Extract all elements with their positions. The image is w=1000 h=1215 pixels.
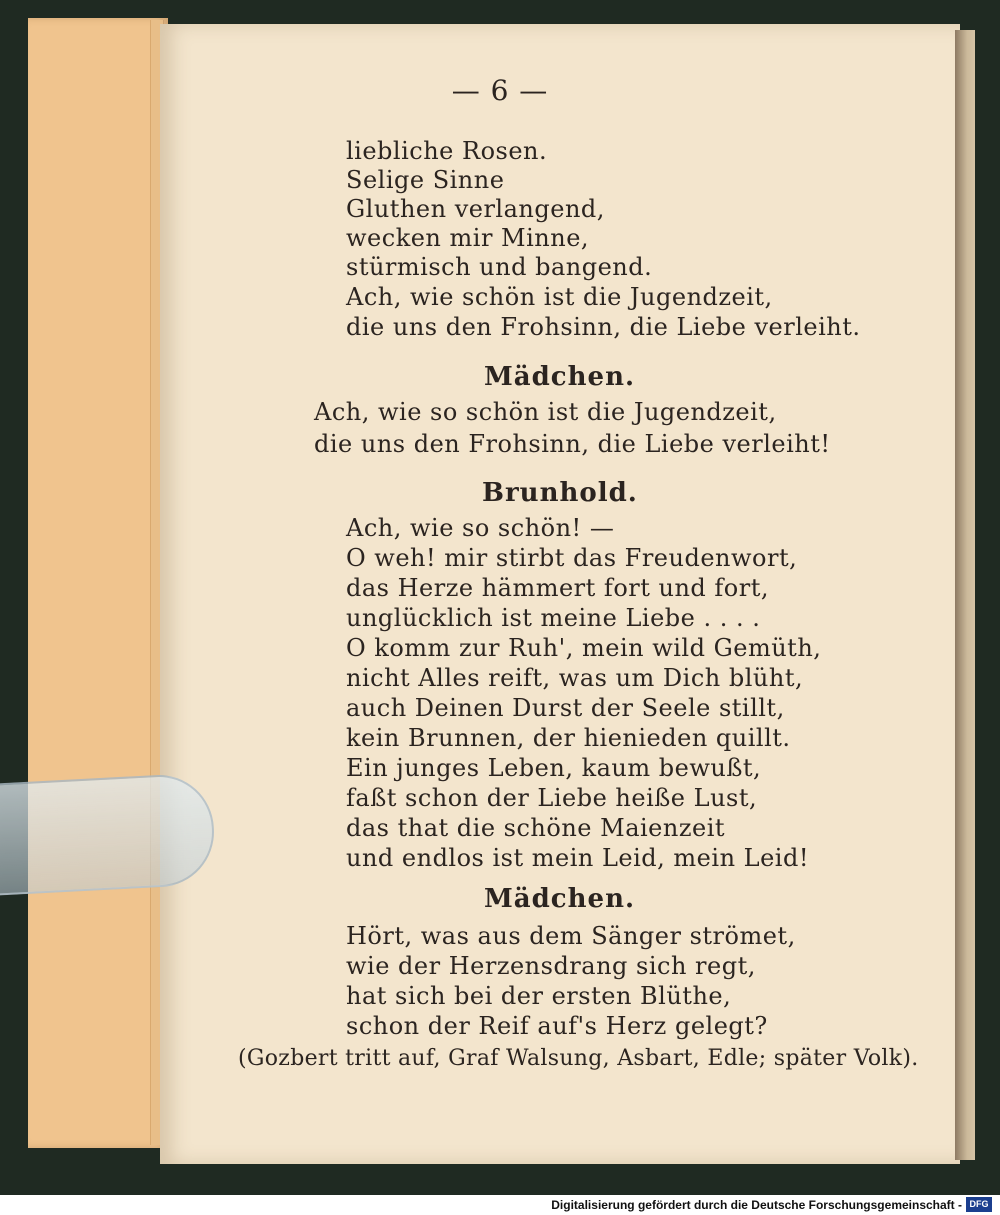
verse-line: Hört, was aus dem Sänger strömet,	[346, 922, 796, 950]
book-cover	[28, 18, 168, 1148]
dfg-logo: DFG	[966, 1197, 992, 1212]
verse-line: hat sich bei der ersten Blüthe,	[346, 982, 732, 1010]
verse-line: kein Brunnen, der hienieden quillt.	[346, 724, 791, 752]
speaker-name: Brunhold.	[482, 478, 638, 508]
verse-line: und endlos ist mein Leid, mein Leid!	[346, 844, 809, 872]
verse-line: O weh! mir stirbt das Freudenwort,	[346, 544, 798, 572]
verse-line: Ein junges Leben, kaum bewußt,	[346, 754, 762, 782]
verse-line: das Herze hämmert fort und fort,	[346, 574, 769, 602]
verse-line: Ach, wie so schön ist die Jugendzeit,	[314, 398, 777, 426]
verse-line: wecken mir Minne,	[346, 224, 590, 252]
verse-line: das that die schöne Maienzeit	[346, 814, 726, 842]
speaker-name: Mädchen.	[484, 884, 636, 914]
stage-direction: (Gozbert tritt auf, Graf Walsung, Asbart, Edle; später Volk).	[238, 1046, 919, 1071]
verse-line: faßt schon der Liebe heiße Lust,	[346, 784, 758, 812]
verse-line: O komm zur Ruh', mein wild Gemüth,	[346, 634, 822, 662]
verse-line: Ach, wie so schön! —	[346, 514, 615, 542]
verse-line: die uns den Frohsinn, die Liebe verleiht!	[314, 430, 831, 458]
verse-line: unglücklich ist meine Liebe . . . .	[346, 604, 761, 632]
page-number: — 6 —	[451, 74, 549, 107]
footer-credit	[0, 1195, 1000, 1215]
verse-line: stürmisch und bangend.	[346, 253, 653, 281]
verse-line: Gluthen verlangend,	[346, 195, 605, 223]
verse-line: auch Deinen Durst der Seele stillt,	[346, 694, 785, 722]
verse-line: wie der Herzensdrang sich regt,	[346, 952, 756, 980]
verse-line: schon der Reif auf's Herz gelegt?	[346, 1012, 768, 1040]
speaker-name: Mädchen.	[484, 362, 636, 392]
verse-line: Ach, wie schön ist die Jugendzeit,	[346, 283, 773, 311]
verse-line: Selige Sinne	[346, 166, 505, 194]
page-holder-pointer	[0, 772, 217, 896]
verse-line: die uns den Frohsinn, die Liebe verleiht.	[346, 313, 861, 341]
background-strip	[975, 20, 1000, 1160]
verse-line: nicht Alles reift, was um Dich blüht,	[346, 664, 804, 692]
footer-text: Digitalisierung gefördert durch die Deutsche Forschungsgemeinschaft -	[551, 1198, 962, 1212]
verse-line: liebliche Rosen.	[346, 137, 548, 165]
